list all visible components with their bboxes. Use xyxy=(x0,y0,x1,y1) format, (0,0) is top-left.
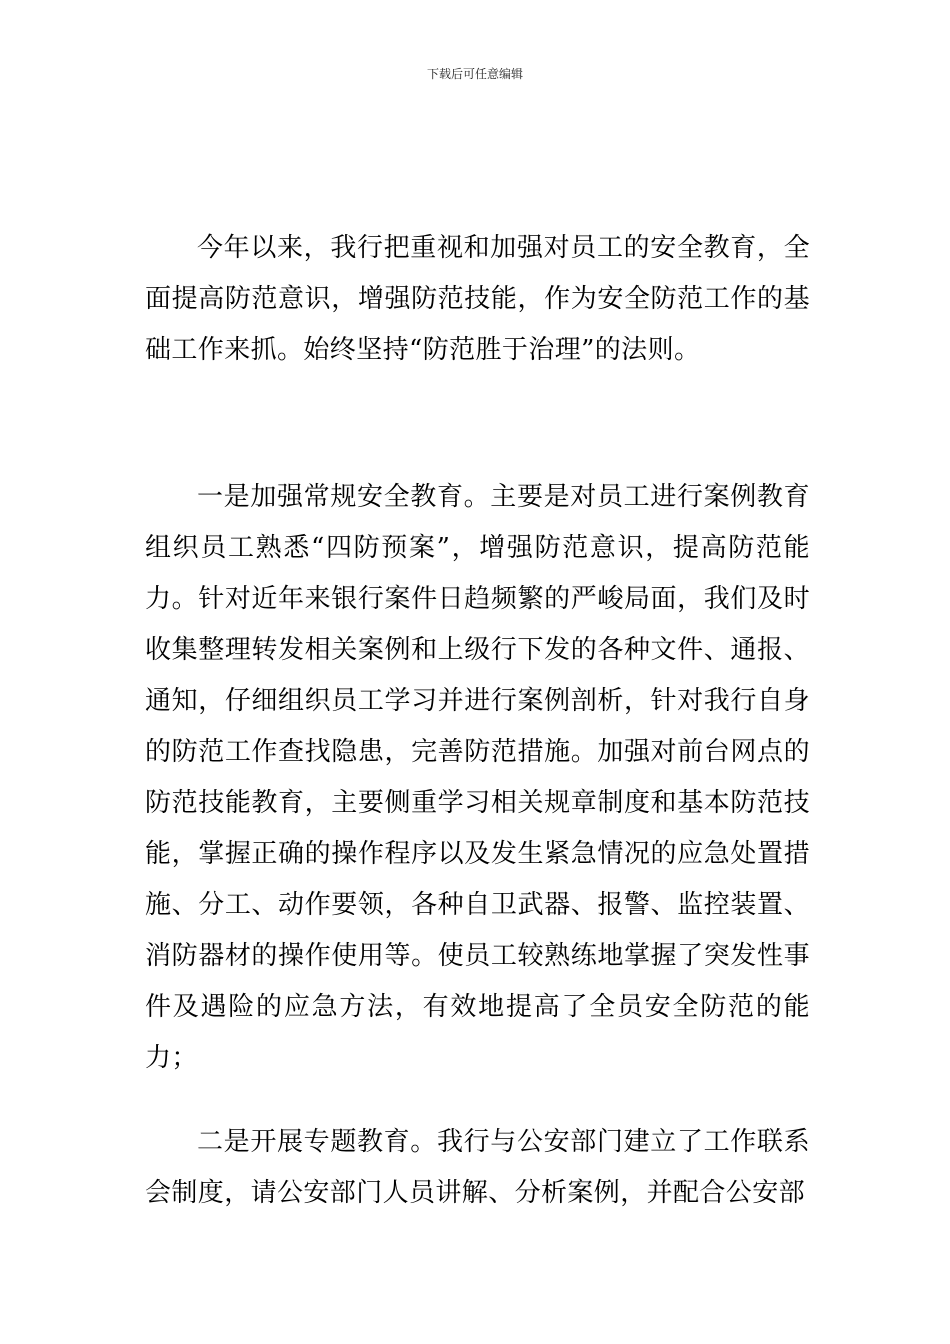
paragraph-routine-safety-education: 一是加强常规安全教育。主要是对员工进行案例教育组织员工熟悉“四防预案”，增强防范意识，提高防范能力。针对近年来银行案件日趋频繁的严峻局面，我们及时收集整理转发相关案例和上级行下发的各种文件、通报、通知，仔细组织员工学习并进行案例剖析，针对我行自身的防范工作查找隐患，完善防范措施。加强对前台网点的防范技能教育，主要侧重学习相关规章制度和基本防范技能，掌握正确的操作程序以及发生紧急情况的应急处置措施、分工、动作要领，各种自卫武器、报警、监控装置、消防器材的操作使用等。使员工较熟练地掌握了突发性事件及遇险的应急方法，有效地提高了全员安全防范的能力； xyxy=(145,482,810,1073)
paragraph-intro: 今年以来，我行把重视和加强对员工的安全教育，全面提高防范意识，增强防范技能，作为安全防范工作的基础工作来抓。始终坚持“防范胜于治理”的法则。 xyxy=(145,233,810,365)
paragraph-special-education: 二是开展专题教育。我行与公安部门建立了工作联系会制度，请公安部门人员讲解、分析案例，并配合公安部 xyxy=(145,1127,810,1208)
header-note: 下载后可任意编辑 xyxy=(426,67,523,81)
